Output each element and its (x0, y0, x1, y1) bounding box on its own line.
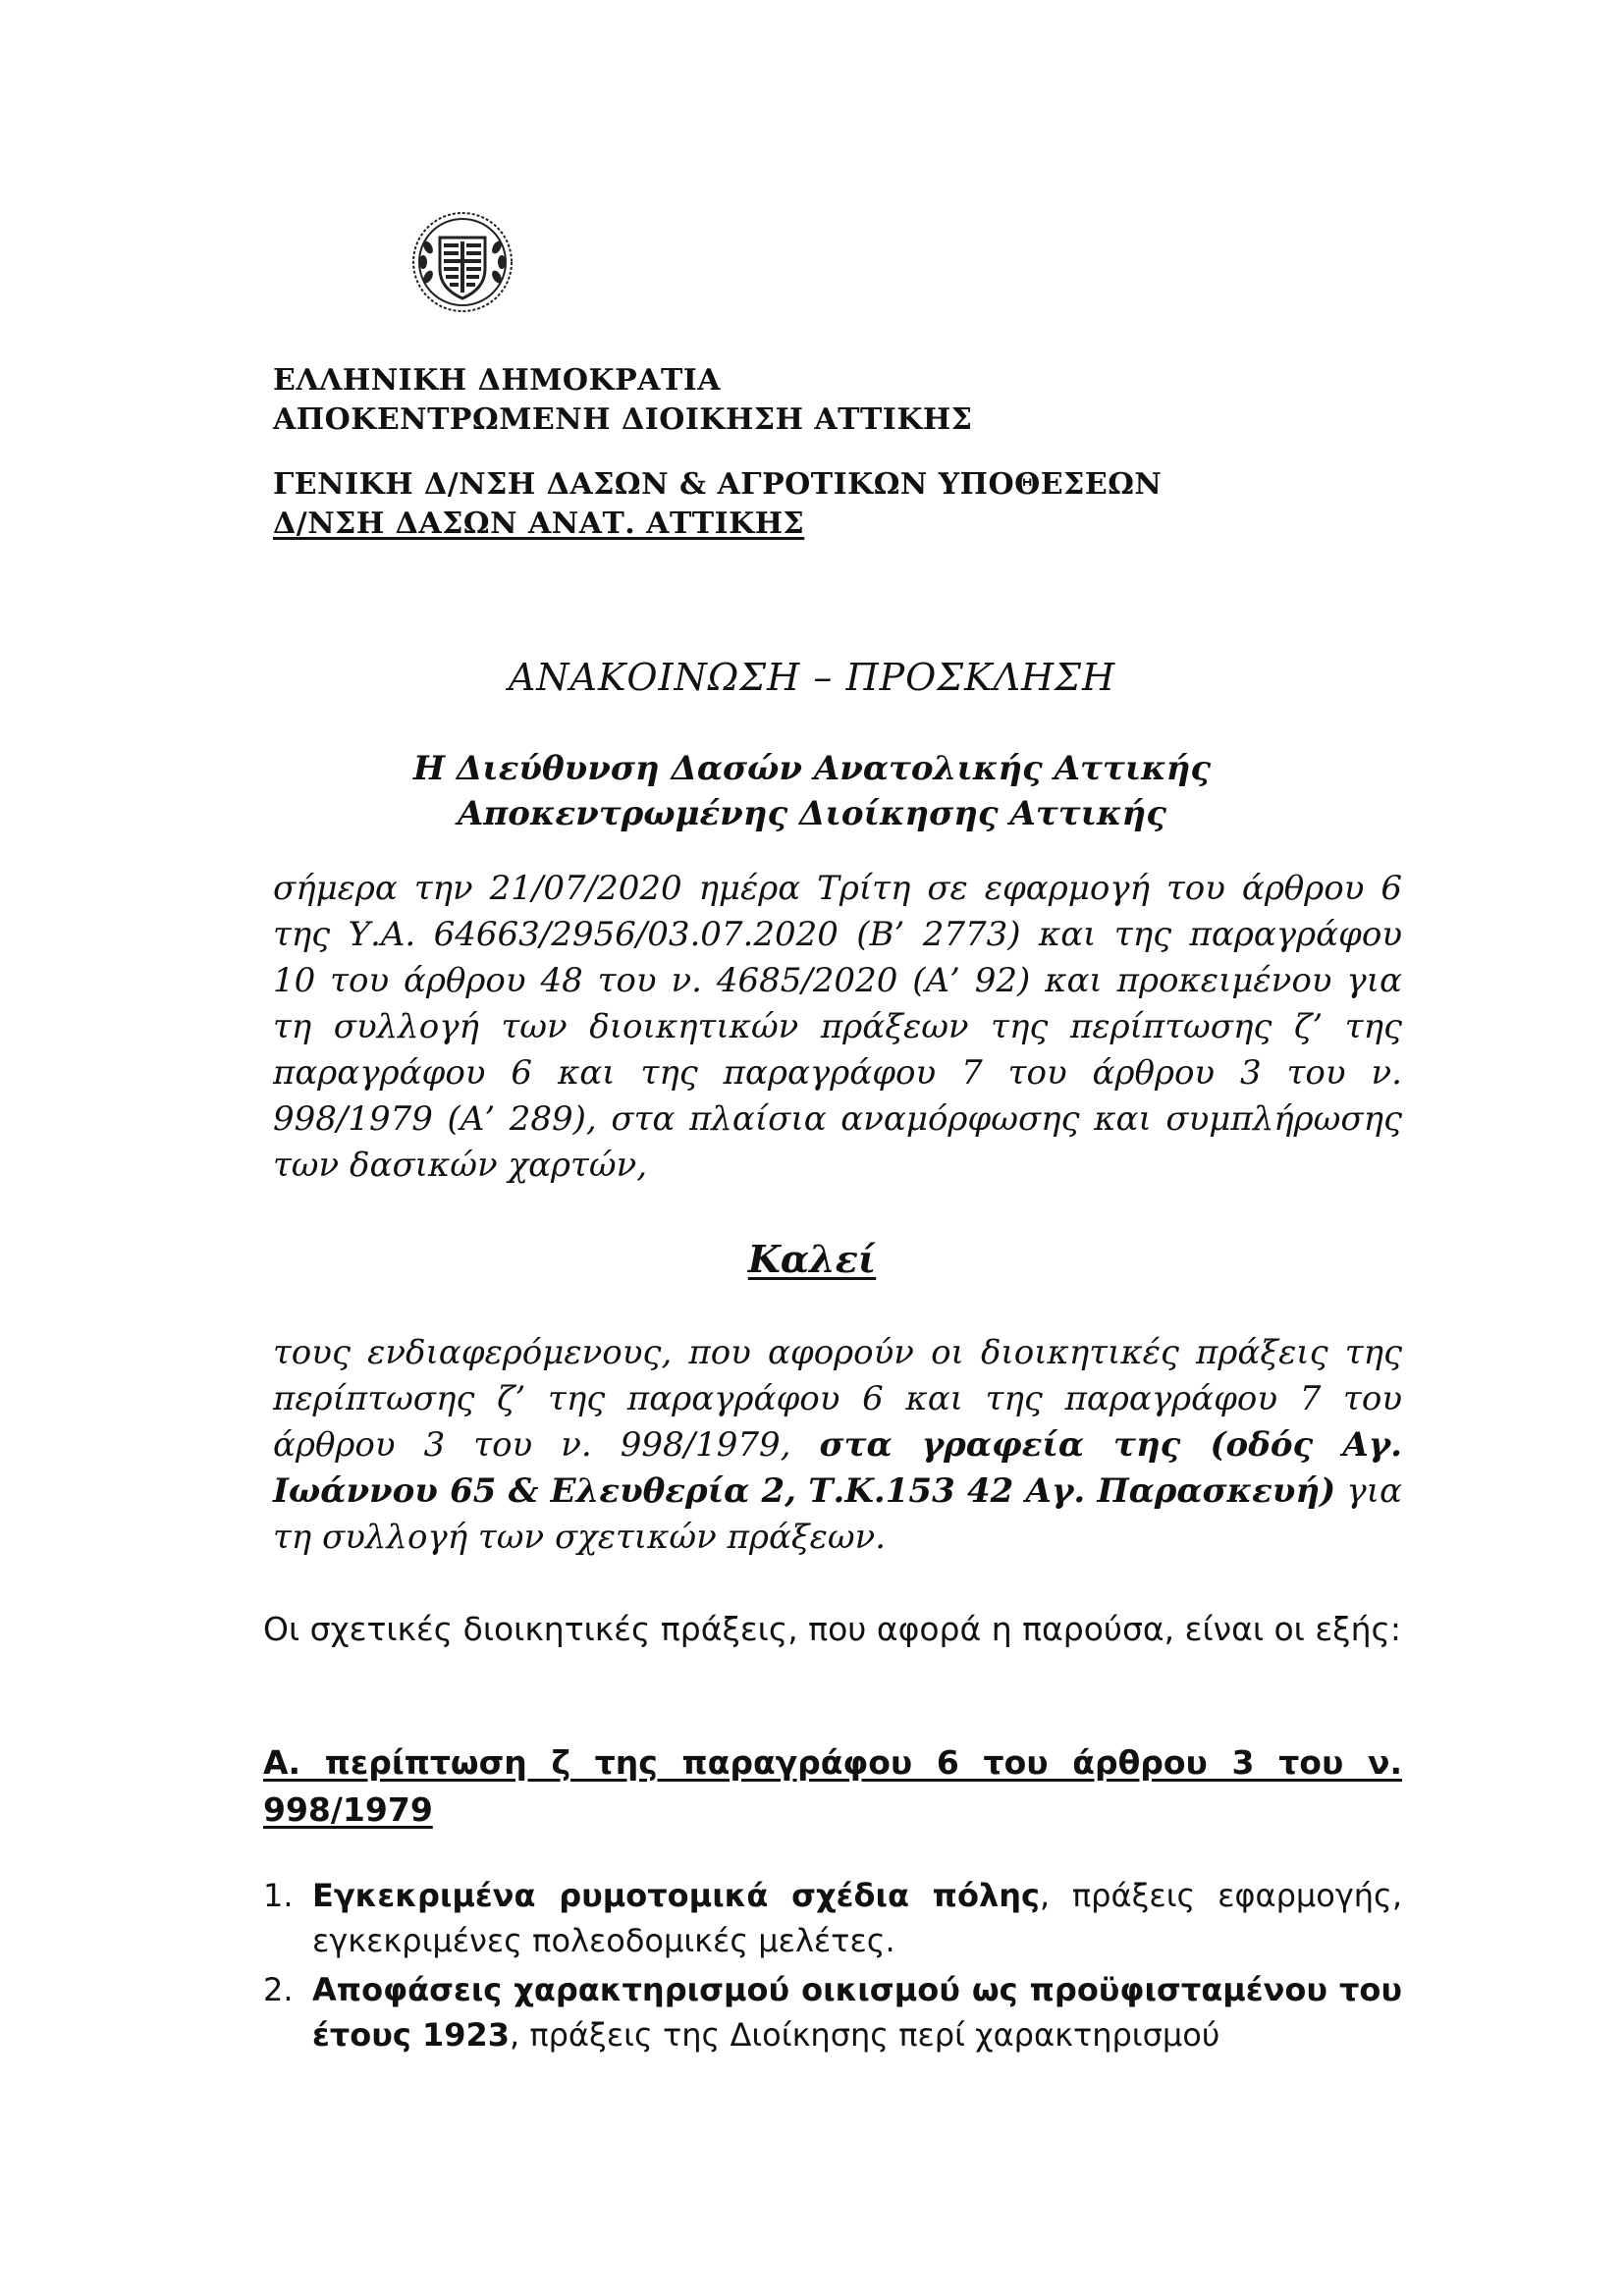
call-paragraph-text: τους ενδιαφερόμενους, που αφορούν οι διοικητικές πράξεις της περίπτωσης ζ’ της παραγράφου 6 και της παραγράφου 7 του άρθρου 3 του ν. 998/1979, (273, 1333, 1402, 1465)
intro-paragraph: σήμερα την 21/07/2020 ημέρα Τρίτη σε εφαρμογή του άρθρου 6 της Υ.Α. 64663/2956/03.07.2020 (Β’ 2773) και της παραγράφου 10 του άρθρου 48 του ν. 4685/2020 (Α’ 92) και προκειμένου για τη συλλογή των διοικητικών πράξεων της περίπτωσης ζ’ της παραγράφου 6 και της παραγράφου 7 του άρθρου 3 του ν. 998/1979 (Α’ 289), στα πλαίσια αναμόρφωσης και συμπλήρωσης των δασικών χαρτών, (273, 869, 1402, 1185)
list-item-number: 2. (263, 1971, 294, 2008)
call-paragraph (273, 1330, 1402, 1561)
kalei-heading: Καλεί (747, 1237, 877, 1281)
acts-intro: Οι σχετικές διοικητικές πράξεις, που αφορά η παρούσα, είναι οι εξής: (263, 1610, 1401, 1648)
office-address: στα γραφεία της (οδός Αγ. Ιωάννου 65 & Ελευθερία 2, Τ.Κ.153 42 Αγ. Παρασκευή) (273, 1425, 1402, 1511)
header-line-administration: ΑΠΟΚΕΝΤΡΩΜΕΝΗ ΔΙΟΙΚΗΣΗ ΑΤΤΙΚΗΣ (273, 402, 973, 437)
section-a-heading: Α. περίπτωση ζ της παραγράφου 6 του άρθρου 3 του ν. 998/1979 (263, 1743, 1402, 1829)
document-title: ΑΝΑΚΟΙΝΩΣΗ – ΠΡΟΣΚΛΗΣΗ (508, 656, 1116, 699)
call-paragraph-ending: για τη συλλογή των σχετικών πράξεων. (273, 1471, 1402, 1557)
list-item-body (312, 1967, 1402, 2057)
acts-list (263, 1873, 1402, 2061)
greek-state-emblem-icon (408, 208, 516, 316)
document-subtitle (0, 746, 1624, 836)
list-item (263, 1873, 1402, 1963)
header-line-general-directorate: ΓΕΝΙΚΗ Δ/ΝΣΗ ΔΑΣΩΝ & ΑΓΡΟΤΙΚΩΝ ΥΠΟΘΕΣΕΩΝ (273, 467, 1163, 502)
issuer-header (273, 361, 1162, 544)
list-item-text: , πράξεις της Διοίκησης περί χαρακτηρισμού (510, 2016, 1220, 2054)
subtitle-line-2: Αποκεντρωμένης Διοίκησης Αττικής (458, 794, 1166, 833)
list-item-number: 1. (263, 1877, 294, 1914)
list-item (263, 1967, 1402, 2057)
list-item-text: , πράξεις εφαρμογής, εγκεκριμένες πολεοδομικές μελέτες. (312, 1877, 1402, 1959)
header-line-directorate: Δ/ΝΣΗ ΔΑΣΩΝ ΑΝΑΤ. ΑΤΤΙΚΗΣ (273, 507, 805, 541)
header-line-republic: ΕΛΛΗΝΙΚΗ ΔΗΜΟΚΡΑΤΙΑ (273, 363, 722, 398)
list-item-title: Εγκεκριμένα ρυμοτομικά σχέδια πόλης (312, 1877, 1040, 1914)
list-item-body (312, 1873, 1402, 1963)
subtitle-line-1: Η Διεύθυνση Δασών Ανατολικής Αττικής (412, 749, 1212, 788)
list-item-title: Αποφάσεις χαρακτηρισμού οικισμού ως προϋφισταμένου του έτους 1923 (312, 1971, 1402, 2054)
